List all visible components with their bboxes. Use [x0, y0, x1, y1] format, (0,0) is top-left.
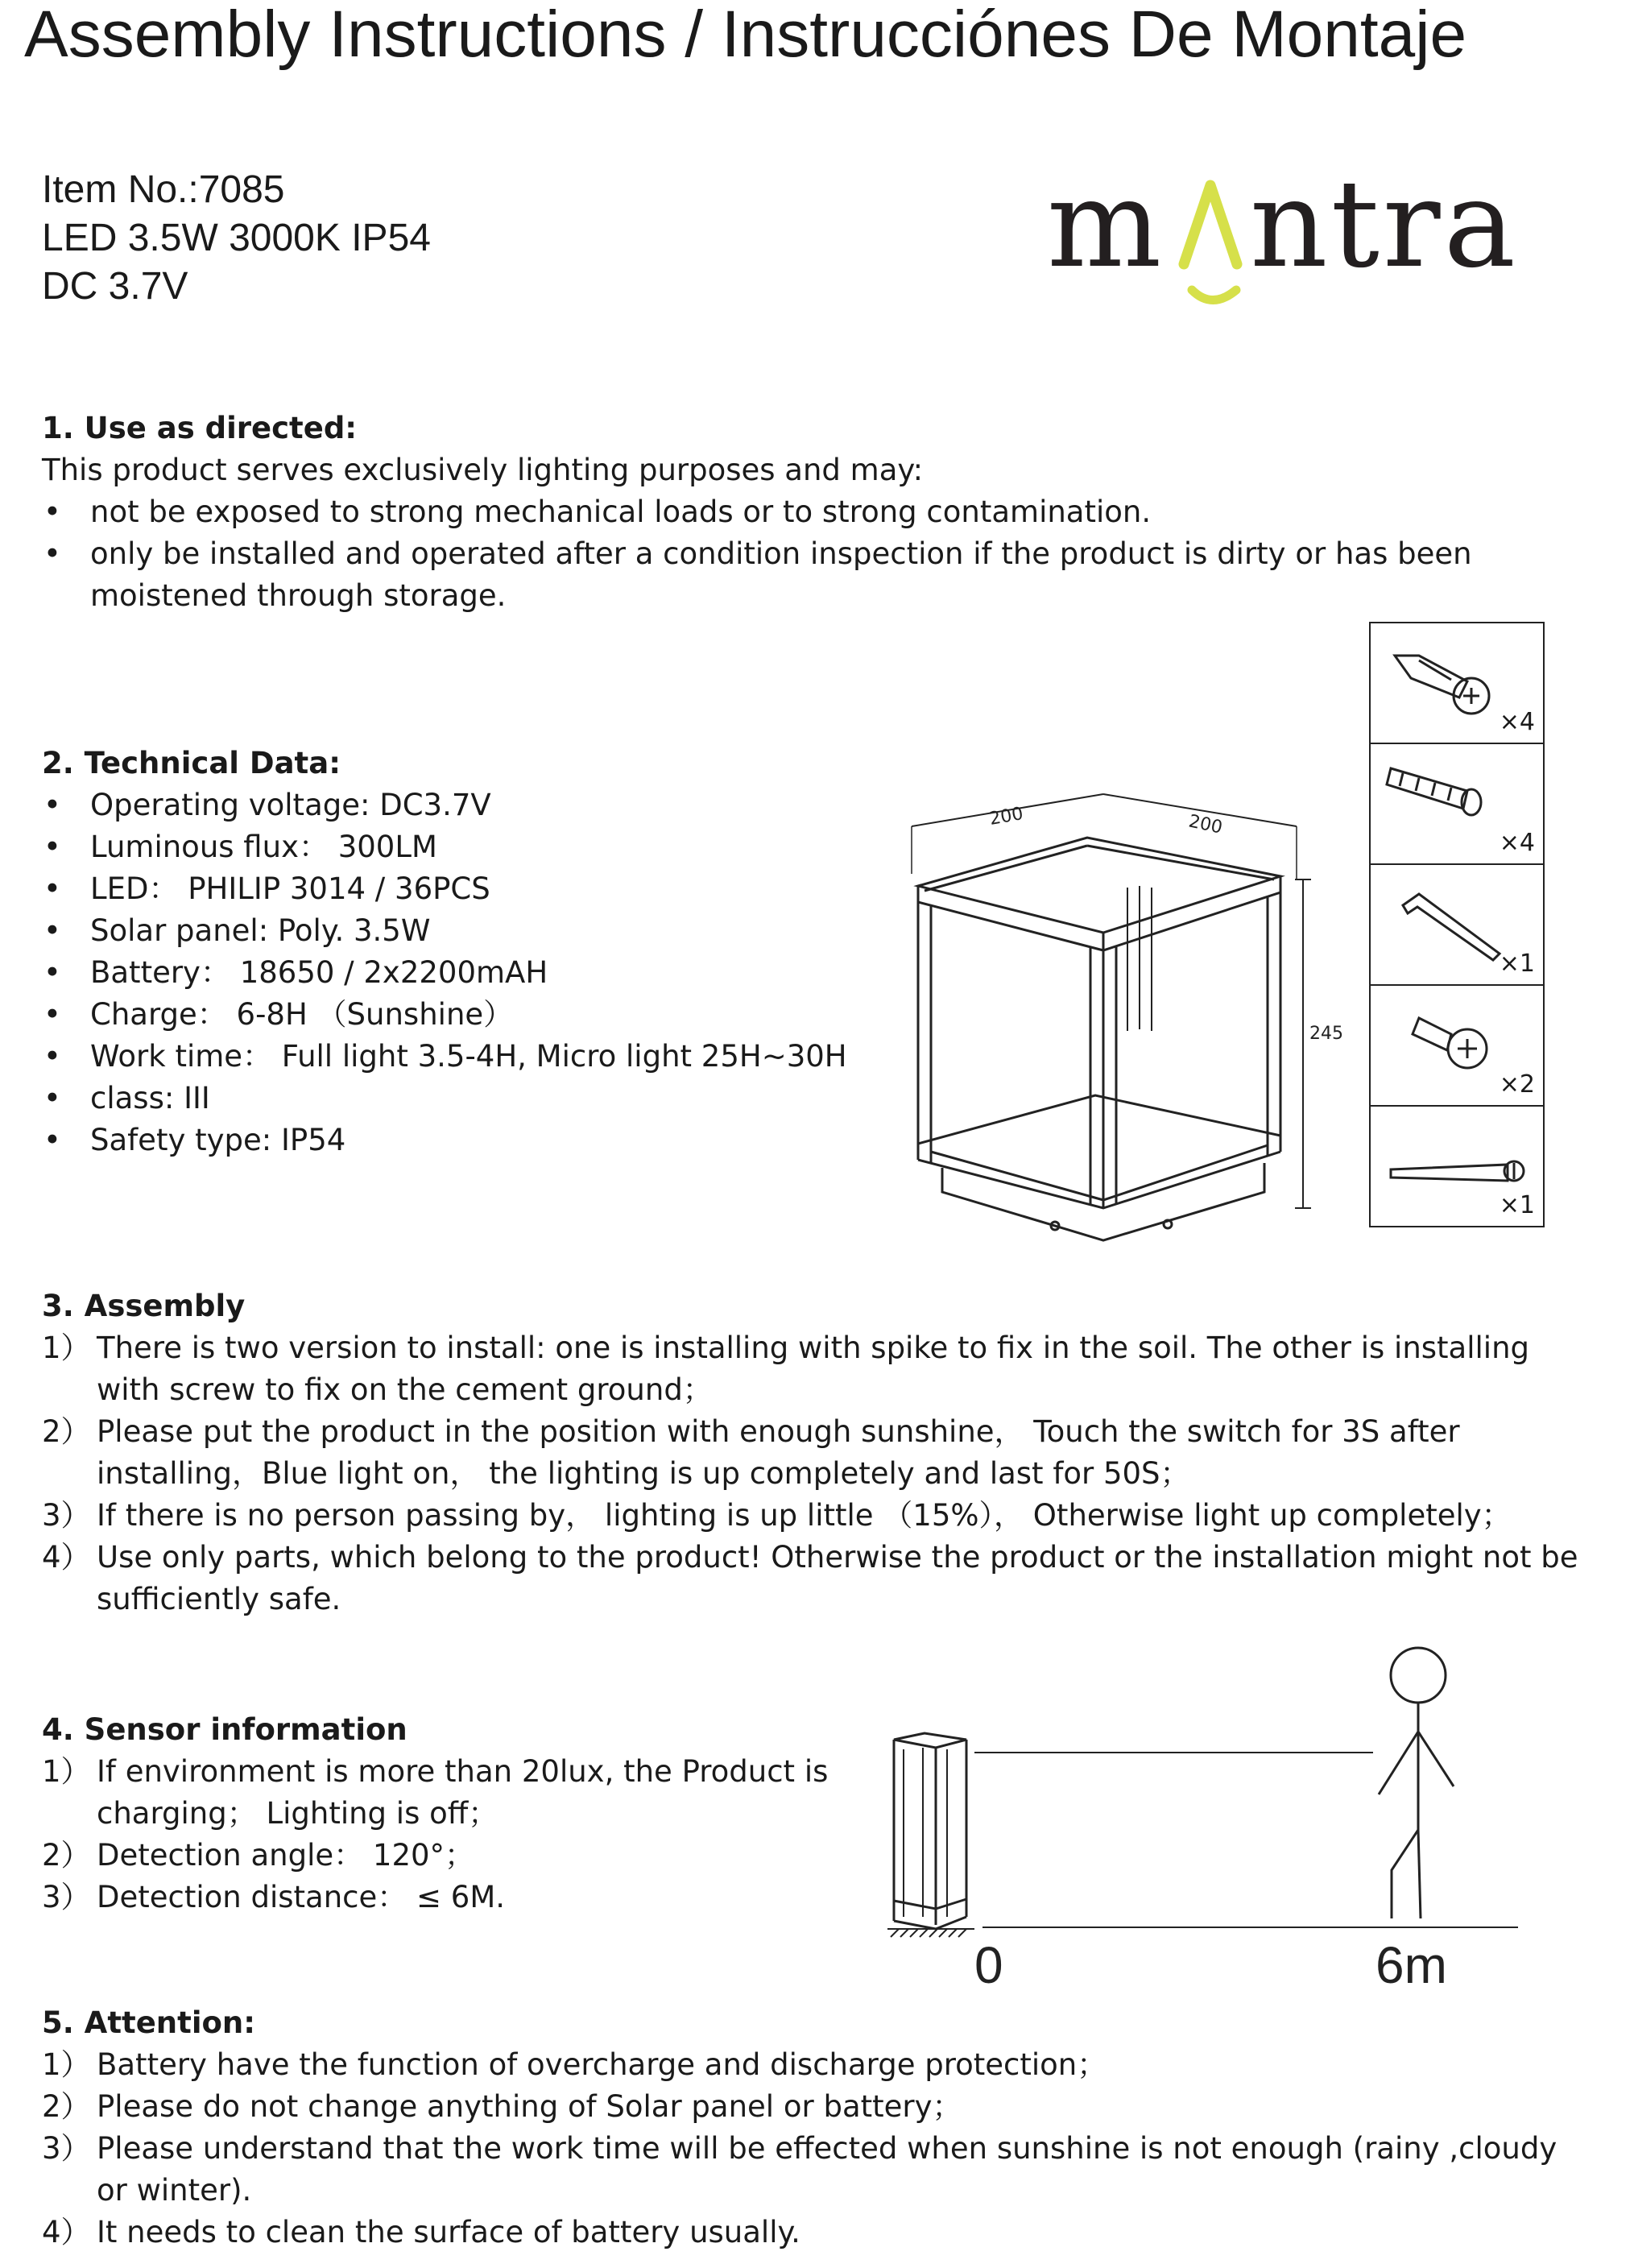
list-number: 1） — [42, 1754, 91, 1789]
list-item — [42, 1327, 1596, 1411]
list-item — [42, 1877, 847, 1918]
dimension-height: 245 — [1309, 1024, 1343, 1044]
list-number: 3） — [42, 1880, 91, 1914]
list-item — [42, 1835, 847, 1877]
part-quantity: ×2 — [1499, 1070, 1535, 1099]
sensor-range-diagram — [870, 1611, 1530, 1997]
distance-start-label: 0 — [974, 1936, 1003, 1994]
list-item: • Battery： 18650 / 2x2200mAH — [42, 952, 847, 994]
section-attention — [42, 2002, 1572, 2254]
list-item — [42, 1751, 847, 1835]
list-item: • Solar panel: Poly. 3.5W — [42, 910, 847, 952]
list-item: • Work time： Full light 3.5-4H, Micro light 25H~30H — [42, 1036, 847, 1078]
list-item — [42, 2044, 1572, 2086]
part-cell — [1369, 986, 1545, 1107]
list-text: Battery have the function of overcharge and discharge protection； — [97, 2047, 1107, 2082]
part-quantity: ×4 — [1499, 708, 1535, 736]
dimension-depth: 200 — [1186, 811, 1225, 838]
section-heading: 1. Use as directed: — [42, 411, 358, 445]
item-spec: LED 3.5W 3000K IP54 — [42, 217, 431, 259]
list-item: • LED： PHILIP 3014 / 36PCS — [42, 868, 847, 910]
list-item: • Charge： 6-8H （Sunshine） — [42, 994, 847, 1036]
part-cell — [1369, 1107, 1545, 1227]
list-number: 3） — [42, 2131, 91, 2166]
dimension-width: 200 — [987, 803, 1025, 830]
list-text: Please understand that the work time will be effected when sunshine is not enough (rainy ,cloudy or winter). — [97, 2131, 1557, 2208]
list-text: Detection distance： ≤ 6M. — [97, 1880, 506, 1914]
list-text: There is two version to install: one is installing with spike to fix in the soil. The other is installing with screw to fix on the cement ground； — [97, 1331, 1529, 1407]
list-item — [42, 1411, 1596, 1495]
parts-list — [1369, 622, 1545, 1227]
item-number: Item No.:7085 — [42, 168, 285, 211]
list-item: • not be exposed to strong mechanical loads or to strong contamination. — [42, 491, 1572, 533]
list-number: 2） — [42, 1838, 91, 1873]
list-number: 1） — [42, 2047, 91, 2082]
part-cell — [1369, 744, 1545, 865]
list-number: 2） — [42, 1414, 91, 1449]
section-sensor-information — [42, 1709, 847, 1918]
part-quantity: ×1 — [1499, 1191, 1535, 1219]
list-item: • class: III — [42, 1078, 847, 1120]
list-number: 4） — [42, 2215, 91, 2249]
list-number: 2） — [42, 2089, 91, 2124]
list-number: 4） — [42, 1540, 91, 1575]
svg-text:ntra: ntra — [1250, 155, 1520, 295]
section-assembly — [42, 1285, 1596, 1620]
list-text: Please do not change anything of Solar panel or battery； — [97, 2089, 962, 2124]
list-item — [42, 2086, 1572, 2128]
list-text: It needs to clean the surface of battery usually. — [97, 2215, 800, 2249]
part-quantity: ×1 — [1499, 950, 1535, 978]
list-text: Detection angle： 120°； — [97, 1838, 475, 1873]
section-heading: 2. Technical Data: — [42, 746, 341, 780]
distance-end-label: 6m — [1375, 1936, 1447, 1994]
list-text: Use only parts, which belong to the product! Otherwise the product or the installation might not be sufficiently safe. — [97, 1540, 1578, 1616]
list-item: • Luminous flux： 300LM — [42, 826, 847, 868]
item-info — [42, 166, 431, 311]
lamp-dimension-drawing — [862, 773, 1343, 1248]
list-item — [42, 2128, 1572, 2212]
part-quantity: ×4 — [1499, 829, 1535, 857]
list-item: • Safety type: IP54 — [42, 1120, 847, 1161]
part-cell — [1369, 865, 1545, 986]
list-text: Please put the product in the position with enough sunshine， Touch the switch for 3S after installing，Blue light on， the lighting is up completely and last for 50S； — [97, 1414, 1460, 1491]
section-heading: 4. Sensor information — [42, 1712, 407, 1747]
page-title: Assembly Instructions / Instrucciónes De Montaje — [24, 0, 1467, 71]
section-heading: 5. Attention: — [42, 2005, 256, 2040]
list-text: If there is no person passing by， lighting is up little （15%）， Otherwise light up completely； — [97, 1498, 1512, 1533]
section-use-as-directed — [42, 408, 1572, 617]
section-technical-data — [42, 743, 847, 1161]
list-item — [42, 1537, 1596, 1620]
part-cell — [1369, 622, 1545, 744]
brand-logo — [1047, 155, 1611, 322]
section-heading: 3. Assembly — [42, 1289, 246, 1323]
list-item: • only be installed and operated after a condition inspection if the product is dirty or has been moistened through storage. — [42, 533, 1572, 617]
list-number: 3） — [42, 1498, 91, 1533]
list-item — [42, 1495, 1596, 1537]
svg-text:m: m — [1047, 155, 1165, 295]
list-item: • Operating voltage: DC3.7V — [42, 784, 847, 826]
list-number: 1） — [42, 1331, 91, 1365]
item-voltage: DC 3.7V — [42, 265, 188, 308]
list-text: If environment is more than 20lux, the Product is charging； Lighting is off； — [97, 1754, 829, 1831]
section-intro: This product serves exclusively lighting purposes and may: — [42, 453, 924, 487]
list-item — [42, 2212, 1572, 2254]
